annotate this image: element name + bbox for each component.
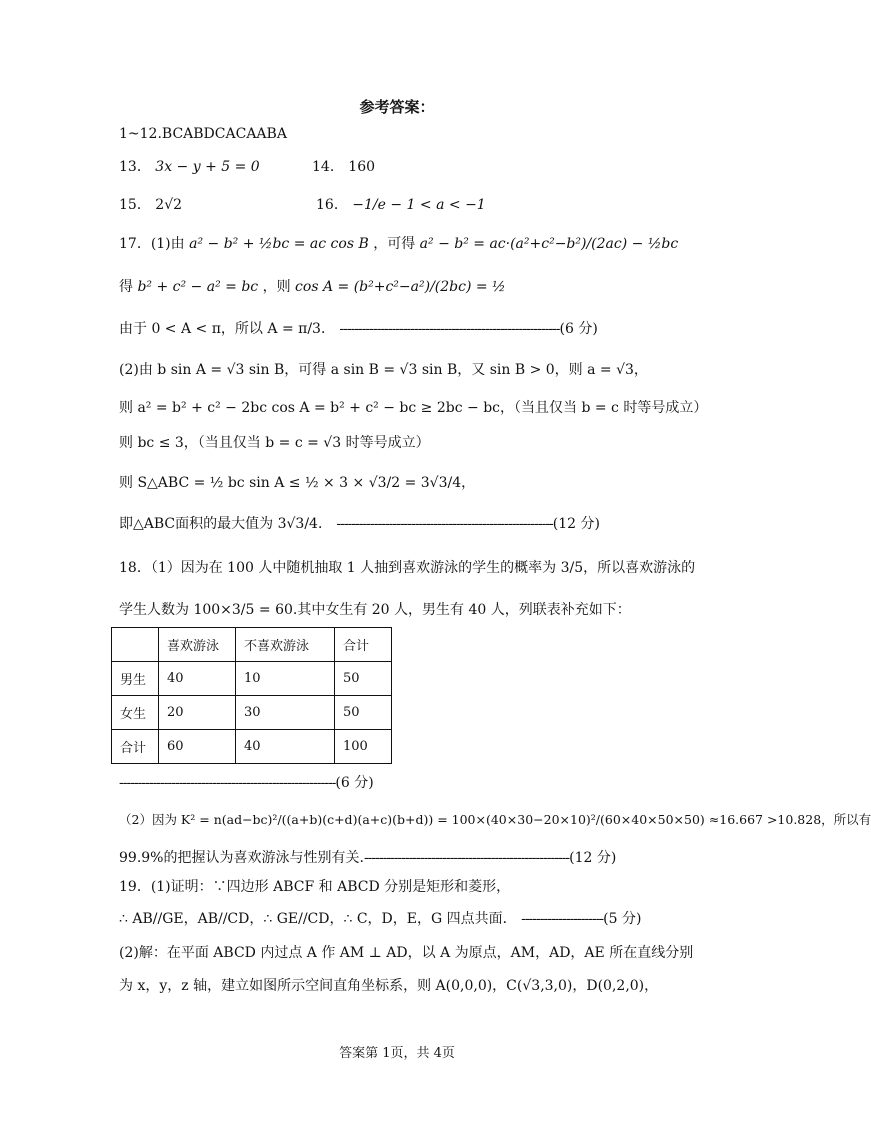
table-header-cell: 不喜欢游泳 [236, 628, 335, 662]
q18-table-score-line: ----------------------------------------------------------(6 分) [119, 775, 374, 791]
table-cell: 50 [335, 696, 392, 730]
table-cell: 40 [159, 662, 236, 696]
table-cell: 10 [236, 662, 335, 696]
q18-score1: (6 分) [335, 775, 374, 791]
q16 [316, 194, 486, 214]
q17-line3: 由于 0 < A < π，所以 A = π/3． -----------------------------------------------------------(6 分) [119, 321, 598, 337]
q17-prefix2: 得 [119, 279, 133, 295]
q19-line3: (2)解：在平面 ABCD 内过点 A 作 AM ⊥ AD，以 A 为原点，AM，AD，AE 所在直线分别 [119, 945, 694, 961]
q17-line2 [119, 276, 506, 296]
table-cell: 男生 [112, 662, 159, 696]
table-cell: 60 [159, 730, 236, 764]
table-cell: 20 [159, 696, 236, 730]
q18-score2: (12 分) [569, 850, 617, 866]
table-header-cell: 喜欢游泳 [159, 628, 236, 662]
table-cell: 30 [236, 696, 335, 730]
q19-line2: ∴ AB//GE，AB//CD，∴ GE//CD，∴ C，D，E，G 四点共面． ----------------------(5 分) [119, 911, 642, 927]
q13-answer: 3x − y + 5 = 0 [155, 159, 260, 175]
table-header-cell [112, 628, 159, 662]
q13 [119, 156, 260, 176]
table-cell: 40 [236, 730, 335, 764]
page-title: 参考答案： [359, 98, 435, 116]
q19-line4: 为 x，y，z 轴，建立如图所示空间直角坐标系，则 A(0,0,0)，C(√3,3,0)，D(0,2,0)， [119, 978, 659, 994]
q19-text2: ∴ AB//GE，AB//CD，∴ GE//CD，∴ C，D，E，G 四点共面． [119, 911, 517, 927]
q16-answer: −1/e − 1 < a < −1 [352, 197, 486, 213]
q13-label: 13． [119, 159, 151, 175]
q17-text8: 即△ABC面积的最大值为 3√3/4． [119, 516, 332, 532]
q17-eq1: a² − b² + ½bc = ac cos B [189, 236, 369, 252]
q17-score1: (6 分) [559, 321, 598, 337]
q17-line1 [119, 233, 678, 253]
q17-eq3: cos A = (b²+c²−a²)/(2bc) = ½ [295, 279, 506, 295]
q19-line1: 19．(1)证明：∵四边形 ABCF 和 ABCD 分别是矩形和菱形， [119, 879, 511, 895]
q17-eq2: b² + c² − a² = bc [137, 279, 259, 295]
q17-line8: 即△ABC面积的最大值为 3√3/4． ----------------------------------------------------------(12 分) [119, 516, 600, 532]
q14-answer: 160 [348, 159, 376, 175]
table-row [112, 662, 392, 696]
table-cell: 女生 [112, 696, 159, 730]
q18-line2: 学生人数为 100×3/5 = 60.其中女生有 20 人，男生有 40 人，列联表补充如下： [119, 602, 631, 618]
q18-line4: 99.9%的把握认为喜欢游泳与性别有关.-------------------------------------------------------(12 分) [119, 850, 617, 866]
q18-line3: （2）因为 K² = n(ad−bc)²/((a+b)(c+d)(a+c)(b+d)) = 100×(40×30−20×10)²/(60×40×50×50) ≈16.667 >10.828，所以有 [119, 812, 871, 827]
q18-line1: 18．（1）因为在 100 人中随机抽取 1 人抽到喜欢游泳的学生的概率为 3/5，所以喜欢游泳的 [119, 560, 696, 576]
q16-label: 16． [316, 197, 348, 213]
q17-score2: (12 分) [552, 516, 600, 532]
q17-prefix: 17．(1)由 [119, 236, 185, 252]
q15-label: 15． [119, 197, 151, 213]
q18-text4: 99.9%的把握认为喜欢游泳与性别有关. [119, 850, 364, 866]
contingency-table [111, 627, 392, 764]
q15 [119, 194, 182, 214]
page-footer: 答案第 1页，共 4页 [339, 1046, 455, 1061]
table-row [112, 696, 392, 730]
q17-line7: 则 S△ABC = ½ bc sin A ≤ ½ × 3 × √3/2 = 3√3/4， [119, 475, 476, 491]
q17-line5: 则 a² = b² + c² − 2bc cos A = b² + c² − bc ≥ 2bc − bc，（当且仅当 b = c 时等号成立） [119, 400, 708, 416]
q19-score1: (5 分) [603, 911, 642, 927]
q17-line6: 则 bc ≤ 3，（当且仅当 b = c = √3 时等号成立） [119, 435, 430, 451]
q15-answer: 2√2 [155, 197, 183, 213]
table-header-row [112, 628, 392, 662]
q14-label: 14． [312, 159, 344, 175]
q17-mid2: ，则 [262, 279, 291, 295]
table-cell: 100 [335, 730, 392, 764]
q17-mid1: ，可得 [373, 236, 416, 252]
table-row [112, 730, 392, 764]
q17-result1: a² − b² = ac·(a²+c²−b²)/(2ac) − ½bc [419, 236, 679, 252]
q17-line4: (2)由 b sin A = √3 sin B，可得 a sin B = √3 sin B，又 sin B > 0，则 a = √3， [119, 362, 648, 378]
q17-text3: 由于 0 < A < π，所以 A = π/3． [119, 321, 335, 337]
table-cell: 50 [335, 662, 392, 696]
table-header-cell: 合计 [335, 628, 392, 662]
table-cell: 合计 [112, 730, 159, 764]
q14 [312, 156, 375, 176]
answers-1-12: 1~12.BCABDCACAABA [119, 126, 287, 142]
